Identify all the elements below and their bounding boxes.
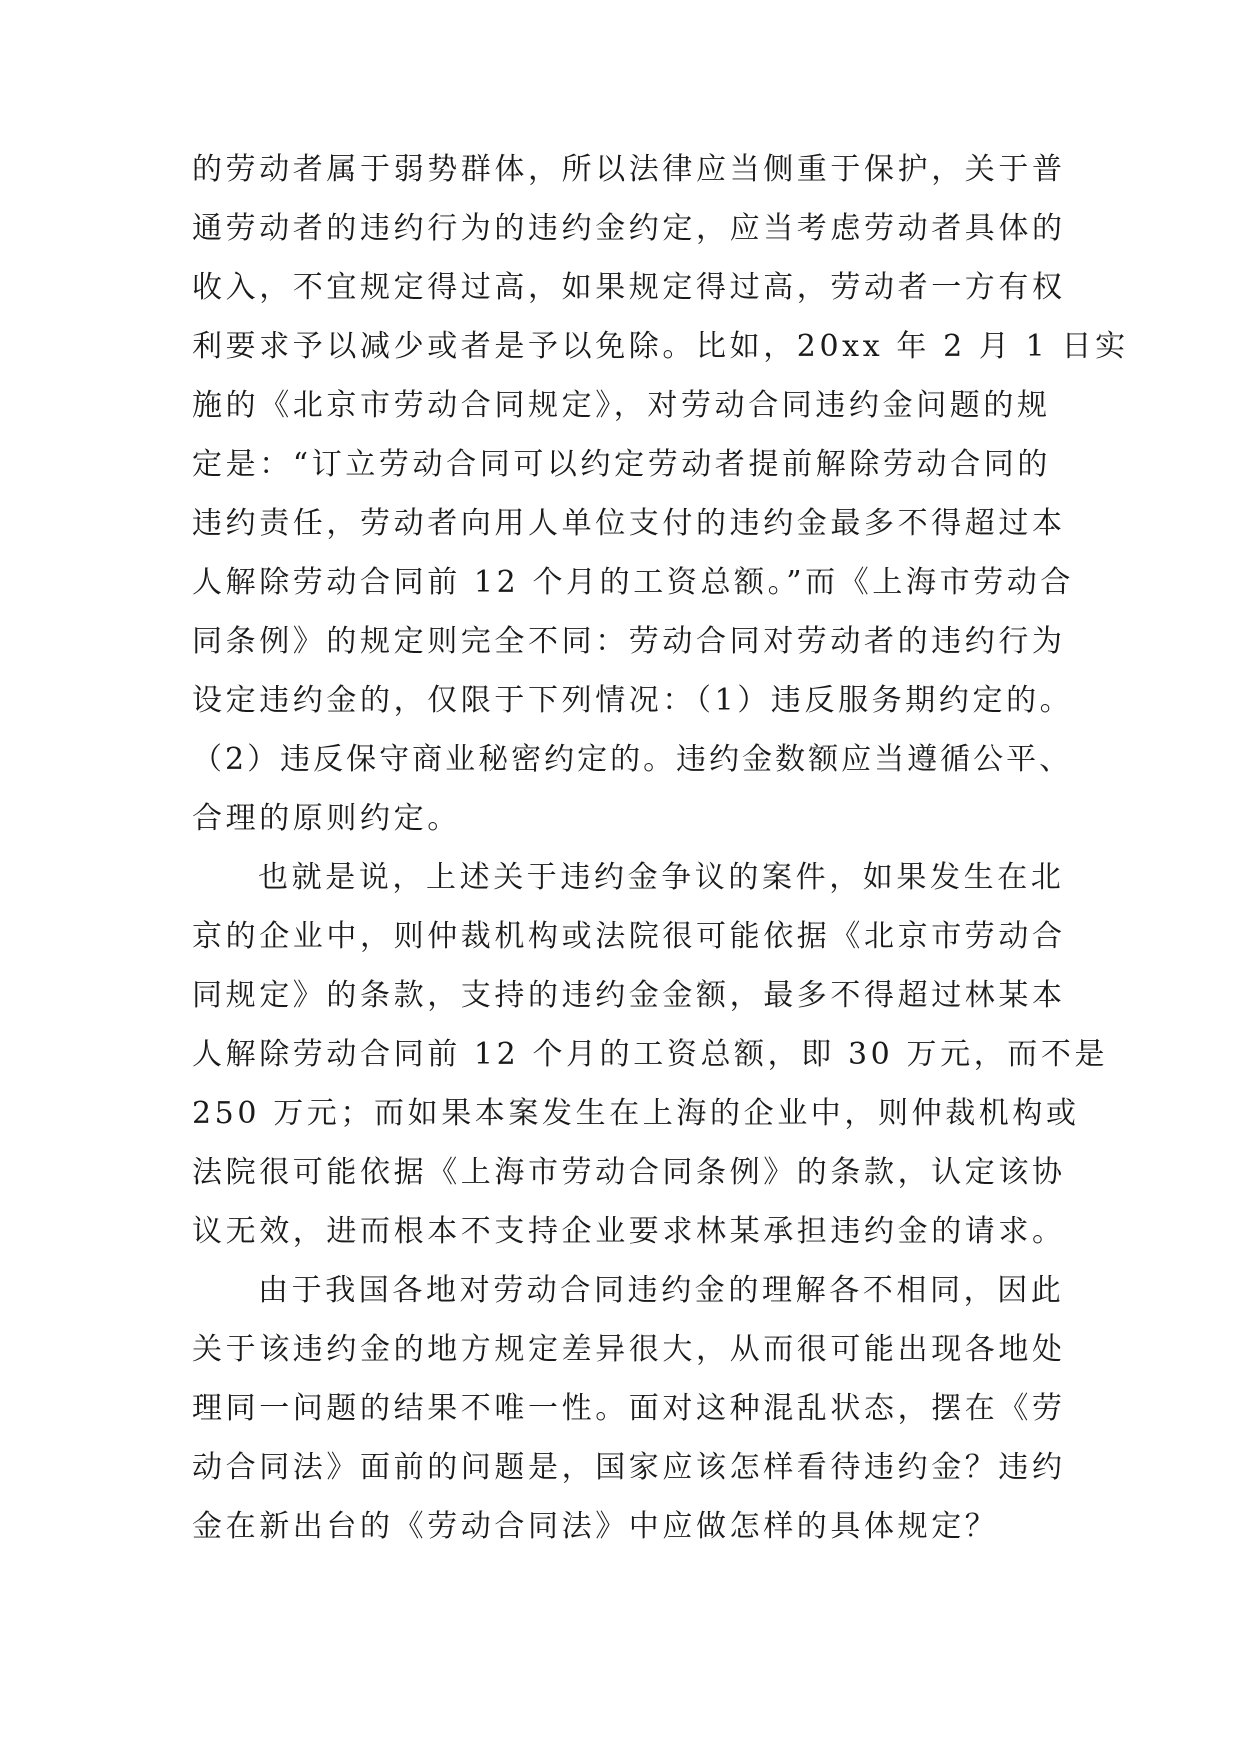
paragraph-2 — [192, 848, 1109, 1261]
text-line: 违约责任，劳动者向用人单位支付的违约金最多不得超过本 — [192, 506, 1066, 541]
text-line: 合理的原则约定。 — [192, 801, 461, 836]
paragraph-3 — [192, 1261, 1066, 1556]
text-line: 理同一问题的结果不唯一性。面对这种混乱状态，摆在《劳 — [192, 1391, 1066, 1426]
text-line: （2）违反保守商业秘密约定的。违约金数额应当遵循公平、 — [192, 742, 1073, 777]
text-line: 250 万元；而如果本案发生在上海的企业中，则仲裁机构或 — [192, 1096, 1080, 1131]
text-line: 京的企业中，则仲裁机构或法院很可能依据《北京市劳动合 — [192, 919, 1066, 954]
text-line: 利要求予以减少或者是予以免除。比如，20xx 年 2 月 1 日实 — [192, 329, 1129, 364]
text-line: 人解除劳动合同前 12 个月的工资总额，即 30 万元，而不是 — [192, 1037, 1109, 1072]
text-line: 议无效，进而根本不支持企业要求林某承担违约金的请求。 — [192, 1214, 1066, 1249]
text-line: 法院很可能依据《上海市劳动合同条例》的条款，认定该协 — [192, 1155, 1066, 1190]
text-line: 也就是说，上述关于违约金争议的案件，如果发生在北 — [258, 860, 1065, 895]
text-line: 施的《北京市劳动合同规定》，对劳动合同违约金问题的规 — [192, 388, 1051, 423]
text-line: 设定违约金的，仅限于下列情况：（1）违反服务期约定的。 — [192, 683, 1074, 718]
text-line: 由于我国各地对劳动合同违约金的理解各不相同，因此 — [258, 1273, 1065, 1308]
document-body — [192, 140, 1129, 1556]
text-line: 同条例》的规定则完全不同：劳动合同对劳动者的违约行为 — [192, 624, 1066, 659]
text-line: 定是：“订立劳动合同可以约定劳动者提前解除劳动合同的 — [192, 447, 1051, 482]
text-line: 通劳动者的违约行为的违约金约定，应当考虑劳动者具体的 — [192, 211, 1066, 246]
text-line: 金在新出台的《劳动合同法》中应做怎样的具体规定？ — [192, 1509, 999, 1544]
paragraph-1 — [192, 140, 1129, 848]
text-line: 的劳动者属于弱势群体，所以法律应当侧重于保护，关于普 — [192, 152, 1066, 187]
text-line: 动合同法》面前的问题是，国家应该怎样看待违约金？违约 — [192, 1450, 1066, 1485]
text-line: 同规定》的条款，支持的违约金金额，最多不得超过林某本 — [192, 978, 1066, 1013]
text-line: 收入，不宜规定得过高，如果规定得过高，劳动者一方有权 — [192, 270, 1066, 305]
text-line: 人解除劳动合同前 12 个月的工资总额。”而《上海市劳动合 — [192, 565, 1074, 600]
text-line: 关于该违约金的地方规定差异很大，从而很可能出现各地处 — [192, 1332, 1066, 1367]
